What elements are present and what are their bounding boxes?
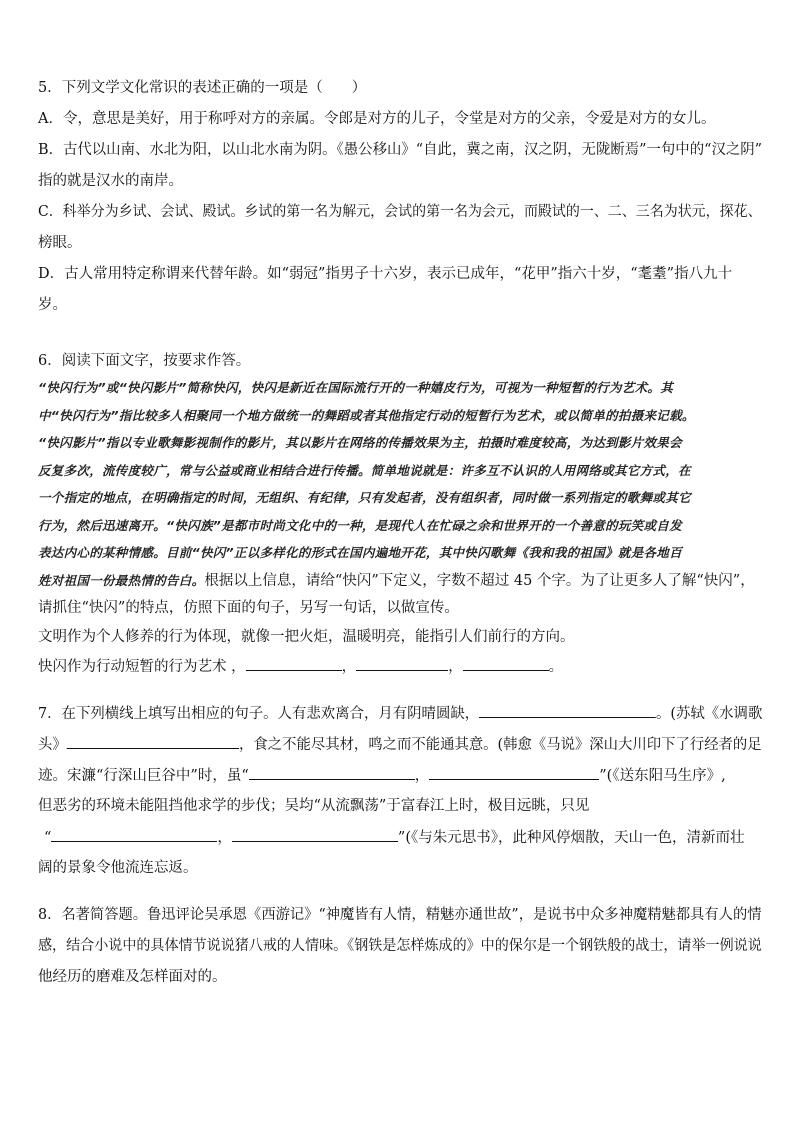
q6-passage-line: 行为，然后迅速离开。“快闪族”是都市时尚文化中的一种，是现代人在忙碌之余和世界开的一个善意的玩笑或自发 [38, 517, 682, 533]
answer-blank[interactable] [356, 656, 448, 671]
q5-stem: 5．下列文学文化常识的表述正确的一项是（ ） [38, 80, 367, 96]
q7-text: “ [44, 829, 52, 846]
answer-blank[interactable] [232, 827, 398, 842]
q7-text: ”(《送东阳马生序》, [599, 767, 726, 784]
q7-text: ，食之不能尽其材，鸣之而不能通其意。(韩愈《马说》深山大川印下了行经者的足 [239, 736, 762, 753]
q7-line-1 [38, 703, 763, 723]
q7-line-6: 阔的景象令他流连忘返。 [38, 859, 198, 876]
comma: ， [448, 658, 463, 675]
answer-blank[interactable] [249, 765, 415, 780]
q5-option-d-line1: D．古人常用特定称谓来代替年龄。如“弱冠”指男子十六岁，表示已成年，“花甲”指六十岁，“耄耋”指八九十 [38, 266, 733, 282]
q8-line-3: 他经历的磨难及怎样面对的。 [38, 968, 227, 985]
q6-example-sentence: 文明作为个人修养的行为体现，就像一把火炬，温暖明亮，能指引人们前行的方向。 [38, 628, 575, 645]
q6-passage-end: 姓对祖国一份最热情的告白。 [38, 572, 205, 588]
answer-blank[interactable] [479, 703, 656, 718]
q6-passage-line: 中“快闪行为”指比较多人相聚同一个地方做统一的舞蹈或者其他指定行动的短暂行为艺术，或以简单的拍摄来记载。 [38, 407, 695, 423]
q5-option-d-line2: 岁。 [38, 297, 67, 313]
q7-text: ”(《与朱元思书》，此种风停烟散，天山一色，清新而壮 [397, 829, 745, 846]
q5-option-c-line2: 榜眼。 [38, 235, 82, 251]
q6-passage-line: “快闪影片”指以专业歌舞影视制作的影片，其以影片在网络的传播效果为主，拍摄时难度较高，为达到影片效果会 [38, 435, 682, 450]
q6-task-1: 根据以上信息，请给“快闪”下定义，字数不超过 45 个字。为了让更多人了解“快闪”， [204, 572, 755, 589]
q8-line-2: 感，结合小说中的具体情节说说猪八戒的人情味。《钢铁是怎样炼成的》中的保尔是一个钢铁般的战士，请举一例说说 [38, 937, 762, 954]
answer-blank[interactable] [51, 827, 217, 842]
q5-option-a: A．令，意思是美好，用于称呼对方的亲属。令郎是对方的儿子，令堂是对方的父亲，令爱是对方的女儿。 [38, 111, 716, 127]
comma: ， [341, 658, 357, 675]
q6-stem: 6．阅读下面文字，按要求作答。 [38, 353, 251, 369]
answer-blank[interactable] [429, 765, 599, 780]
question-6 [38, 351, 762, 676]
q6-passage-line [38, 571, 762, 591]
q7-line-2 [38, 734, 762, 754]
q6-passage-line: 一个指定的地点，在明确指定的时间，无组织、有纪律，只有发起者，没有组织者，同时做一系列指定的歌舞或其它 [38, 490, 691, 505]
q7-line-5 [38, 827, 762, 847]
q5-option-c-line1: C．科举分为乡试、会试、殿试。乡试的第一名为解元，会试的第一名为会元，而殿试的一、二、三名为状元，探花、 [38, 204, 762, 220]
q6-answer-line [38, 656, 762, 676]
q7-text: 迹。宋濂“行深山巨谷中”时，虽“ [38, 767, 249, 784]
q7-line-3 [38, 765, 762, 785]
q7-line-4: 但恶劣的环境未能阻挡他求学的步伐；吴均“从流飘荡”于富春江上时，极目远眺，只见 [38, 797, 590, 814]
exam-page [38, 78, 762, 998]
q7-text: ， [217, 829, 232, 846]
question-7 [38, 703, 762, 878]
answer-blank[interactable] [246, 656, 342, 671]
q6-task-2: 请抓住“快闪”的特点，仿照下面的句子，另写一句话，以做宣传。 [38, 599, 459, 616]
answer-blank[interactable] [67, 734, 239, 749]
q7-text: ， [414, 767, 430, 784]
answer-blank[interactable] [463, 656, 549, 671]
q6-answer-prefix: 快闪作为行动短暂的行为艺术 ， [38, 658, 246, 675]
q6-passage-line: 反复多次，流传度较广，常与公益或商业相结合进行传播。简单地说就是：许多互不认识的人用网络或其它方式，在 [38, 462, 691, 478]
q5-option-b-line2: 指的就是汉水的南岸。 [38, 173, 183, 189]
q7-text: 头》 [38, 736, 67, 753]
question-5 [38, 78, 762, 315]
period: 。 [548, 658, 564, 675]
q6-passage-line: “快闪行为”或“快闪影片”简称快闪，快闪是新近在国际流行开的一种嬉皮行为，可视为一种短暂的行为艺术。其 [38, 380, 674, 395]
q8-line-1: 8．名著简答题。鲁迅评论吴承恩《西游记》“神魔皆有人情，精魅亦通世故”，是说书中众多神魔精魅都具有人的情 [38, 906, 762, 923]
q7-text: 。(苏轼《水调歌 [655, 705, 763, 722]
q5-option-b-line1: B．古代以山南、水北为阳，以山北水南为阴。《愚公移山》“自此，冀之南，汉之阴，无陇断焉”一句中的“汉之阴” [38, 142, 763, 158]
q7-text: 7．在下列横线上填写出相应的句子。人有悲欢离合，月有阴晴圆缺， [38, 705, 480, 722]
q6-passage-line: 表达内心的某种情感。目前“快闪”正以多样化的形式在国内遍地开花，其中快闪歌舞《我和我的祖国》就是各地百 [38, 545, 682, 560]
question-8 [38, 905, 762, 987]
